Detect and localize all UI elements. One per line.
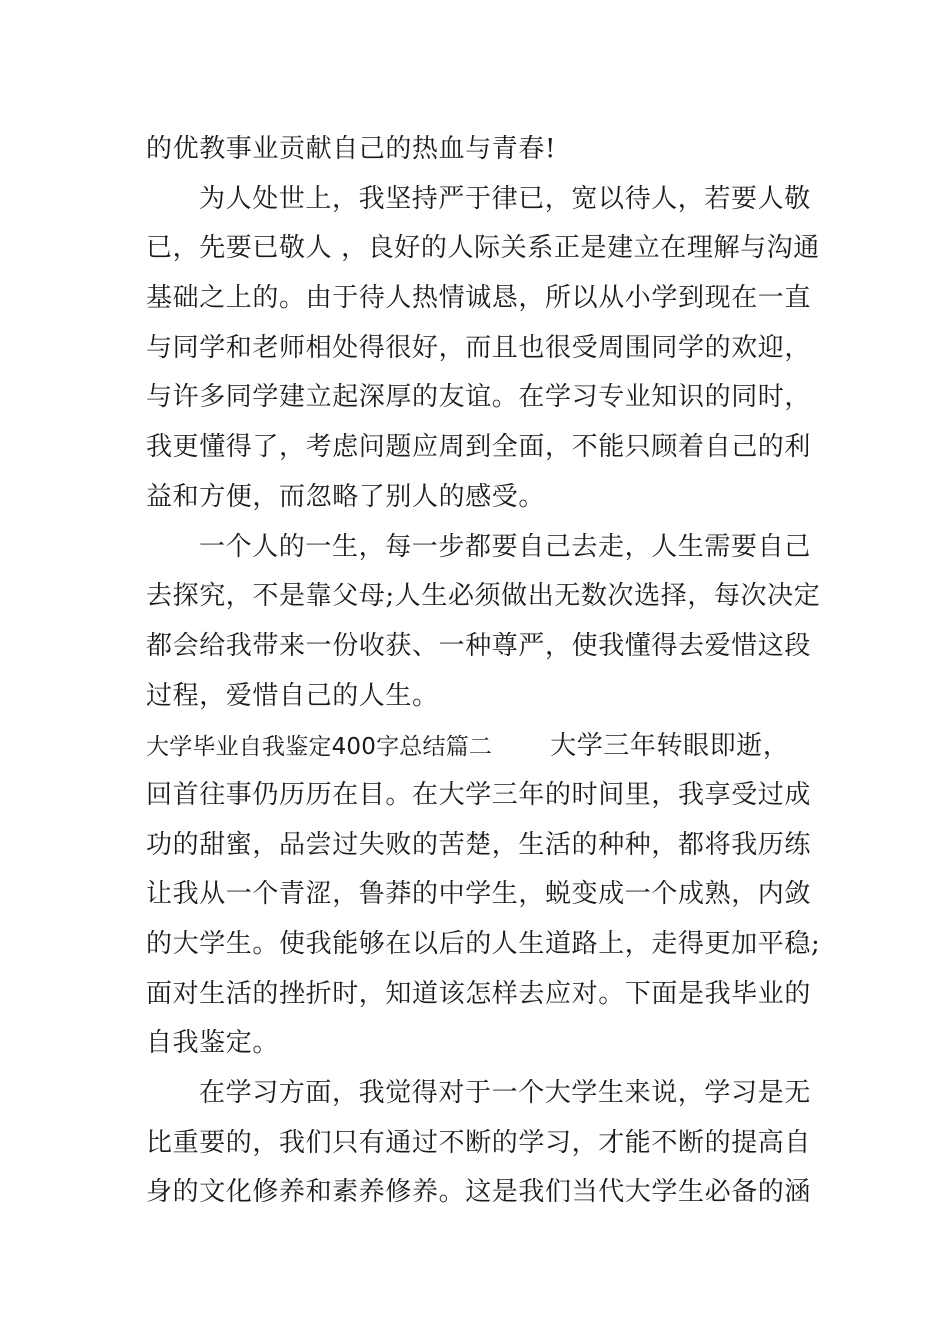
text-line: 功的甜蜜，品尝过失败的苦楚，生活的种种，都将我历练 [146, 829, 812, 860]
paragraph-1 [146, 125, 808, 175]
text-line: 已，先要已敬人 ，良好的人际关系正是建立在理解与沟通 [146, 233, 820, 264]
text-line: 自我鉴定。 [146, 1028, 280, 1059]
text-line: 与同学和老师相处得很好，而且也很受周围同学的欢迎， [146, 332, 812, 363]
heading-continuation-text: 大学三年转眼即逝， [550, 731, 790, 761]
text-line: 回首往事仍历历在目。在大学三年的时间里，我享受过成 [146, 779, 812, 810]
text-line: 为人处世上，我坚持严于律已，宽以待人，若要人敬 [199, 183, 811, 214]
text-line: 的优教事业贡献自己的热血与青春! [146, 134, 557, 164]
text-line: 都会给我带来一份收获、一种尊严，使我懂得去爱惜这段 [146, 630, 812, 661]
text-line: 与许多同学建立起深厚的友谊。在学习专业知识的同时， [146, 382, 812, 413]
paragraph-4 [146, 771, 821, 1069]
text-line: 比重要的，我们只有通过不断的学习，才能不断的提高自 [146, 1127, 812, 1158]
text-line: 的大学生。使我能够在以后的人生道路上，走得更加平稳; [146, 929, 821, 959]
paragraph-3 [146, 523, 821, 722]
text-line: 过程，爱惜自己的人生。 [146, 680, 439, 711]
text-line: 身的文化修养和素养修养。这是我们当代大学生必备的涵 [146, 1177, 812, 1208]
text-line: 让我从一个青涩，鲁莽的中学生，蜕变成一个成熟，内敛 [146, 879, 812, 910]
text-line: 我更懂得了，考虑问题应周到全面，不能只顾着自己的利 [146, 432, 812, 463]
section-heading-line [146, 721, 808, 771]
paragraph-5 [146, 1069, 812, 1218]
document-body [146, 125, 821, 1218]
text-line: 面对生活的挫折时，知道该怎样去应对。下面是我毕业的 [146, 978, 812, 1009]
text-line: 一个人的一生，每一步都要自己去走，人生需要自己 [199, 531, 811, 562]
text-line: 益和方便，而忽略了别人的感受。 [146, 481, 546, 512]
section-heading: 大学毕业自我鉴定400字总结篇二 [146, 734, 493, 761]
text-line: 去探究，不是靠父母;人生必须做出无数次选择，每次决定 [146, 581, 821, 612]
text-line: 基础之上的。由于待人热情诚恳，所以从小学到现在一直 [146, 283, 812, 314]
paragraph-2 [146, 175, 820, 523]
text-line: 在学习方面，我觉得对于一个大学生来说，学习是无 [199, 1078, 811, 1109]
